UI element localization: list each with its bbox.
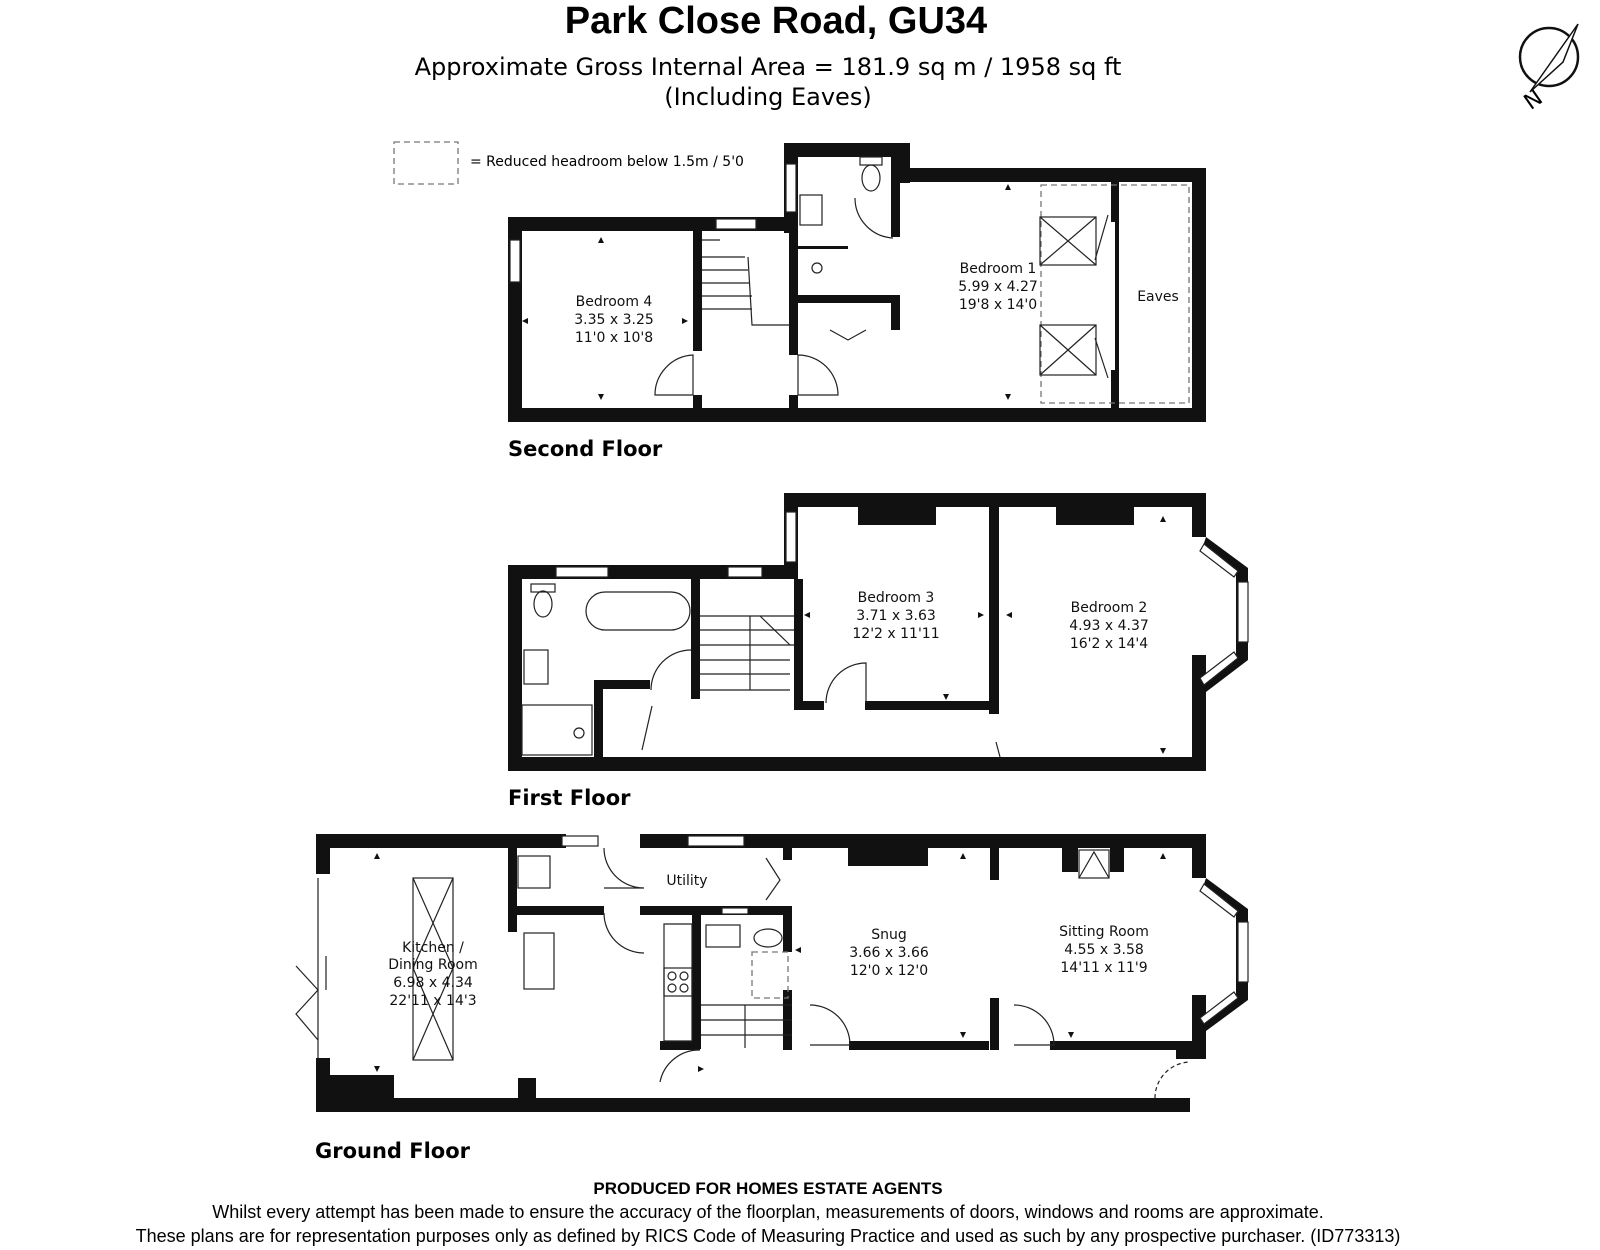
- compass-icon: [1520, 24, 1578, 115]
- kitchen-metric: 6.98 x 4.34: [393, 975, 473, 991]
- snug-imperial: 12'0 x 12'0: [849, 963, 929, 979]
- area-subtitle: Approximate Gross Internal Area = 181.9 sq m / 1958 sq ft: [414, 53, 1122, 81]
- kitchen-imperial: 22'11 x 14'3: [389, 993, 477, 1009]
- kitchen-name-line2: Dining Room: [388, 957, 478, 973]
- sitting-room-name: Sitting Room: [1059, 924, 1149, 940]
- bedroom2-metric: 4.93 x 4.37: [1069, 618, 1149, 634]
- bedroom3-name: Bedroom 3: [857, 590, 935, 606]
- bedroom1-metric: 5.99 x 4.27: [958, 279, 1038, 295]
- producer-credit: PRODUCED FOR HOMES ESTATE AGENTS: [593, 1179, 943, 1198]
- eaves-name: Eaves: [1137, 289, 1179, 305]
- first-floor-label: First Floor: [508, 786, 631, 810]
- second-floor-label: Second Floor: [508, 437, 663, 461]
- bedroom1-imperial: 19'8 x 14'0: [958, 297, 1038, 313]
- reduced-headroom-swatch: [394, 142, 458, 184]
- sitting-room-imperial: 14'11 x 11'9: [1060, 960, 1148, 976]
- ground-floor-label: Ground Floor: [315, 1139, 471, 1163]
- bedroom2-name: Bedroom 2: [1070, 600, 1148, 616]
- bedroom4-name: Bedroom 4: [575, 294, 653, 310]
- utility-name: Utility: [666, 873, 708, 889]
- page-title: Park Close Road, GU34: [564, 0, 988, 42]
- snug-name: Snug: [871, 927, 907, 943]
- second-floor-plan: [508, 143, 1206, 422]
- compass-north-label: N: [1519, 85, 1548, 116]
- bedroom3-imperial: 12'2 x 11'11: [852, 626, 940, 642]
- bedroom4-metric: 3.35 x 3.25: [574, 312, 654, 328]
- legend-text: = Reduced headroom below 1.5m / 5'0: [470, 154, 744, 170]
- bedroom3-metric: 3.71 x 3.63: [856, 608, 936, 624]
- disclaimer-line1: Whilst every attempt has been made to ensure the accuracy of the floorplan, measurements of doors, windows and rooms are approximate.: [212, 1202, 1324, 1222]
- kitchen-name-line1: Kitchen /: [402, 940, 464, 956]
- sitting-room-metric: 4.55 x 3.58: [1064, 942, 1144, 958]
- bedroom1-name: Bedroom 1: [959, 261, 1037, 277]
- bedroom4-imperial: 11'0 x 10'8: [574, 330, 654, 346]
- area-subtitle-note: (Including Eaves): [664, 83, 872, 111]
- bedroom2-imperial: 16'2 x 14'4: [1069, 636, 1149, 652]
- disclaimer-line2: These plans are for representation purposes only as defined by RICS Code of Measuring Practice and used as such by any prospective purchaser. (ID773313): [135, 1226, 1401, 1246]
- snug-metric: 3.66 x 3.66: [849, 945, 929, 961]
